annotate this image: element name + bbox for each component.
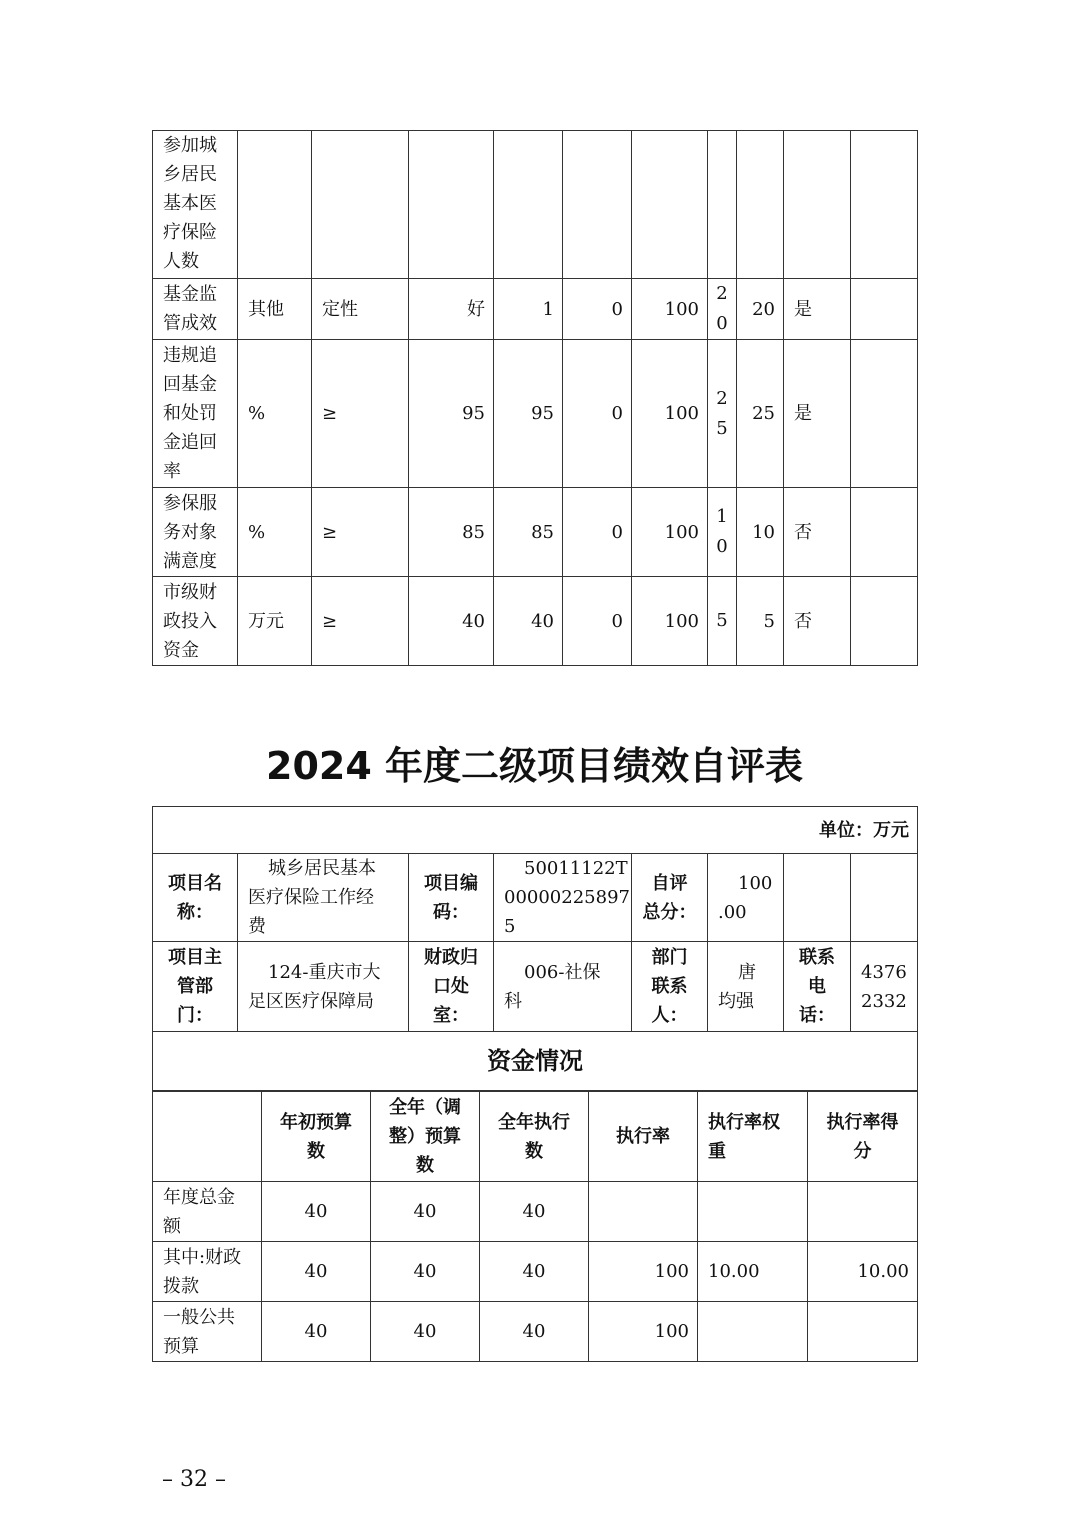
department-label: 项目主 管部 门：: [153, 942, 238, 1032]
funds-header-executed: 全年执行 数: [480, 1092, 589, 1182]
indicator-name: 参加城 乡居民 基本医 疗保险 人数: [153, 131, 238, 279]
funds-header-rate: 执行率: [589, 1092, 698, 1182]
funds-score: 10.00: [808, 1242, 918, 1302]
indicator-weight: 2 5: [708, 340, 737, 488]
project-name-label: 项目名 称：: [153, 854, 238, 942]
finance-office-value: 006-社保 科: [494, 942, 632, 1032]
contact-person-label: 部门 联系 人：: [632, 942, 708, 1032]
indicator-operator: ≥: [312, 577, 409, 666]
indicator-row: [153, 488, 918, 577]
indicator-note: [851, 340, 918, 488]
funds-executed: 40: [480, 1242, 589, 1302]
indicator-unit: %: [238, 340, 312, 488]
phone-label: 联系 电 话：: [784, 942, 851, 1032]
funds-row: [153, 1302, 918, 1362]
funds-rate: [589, 1182, 698, 1242]
funds-header-weight: 执行率权 重: [698, 1092, 808, 1182]
indicator-rate: [632, 131, 708, 279]
indicator-score: 20: [737, 279, 784, 340]
performance-table-body: [153, 131, 918, 666]
funds-row-label: 年度总金 额: [153, 1182, 262, 1242]
page-title: 2024 年度二级项目绩效自评表: [266, 744, 803, 788]
indicator-target: 好: [409, 279, 494, 340]
funds-header-adjusted: 全年（调 整）预算 数: [371, 1092, 480, 1182]
indicator-met: [784, 131, 851, 279]
indicator-note: [851, 131, 918, 279]
indicator-row: [153, 340, 918, 488]
unit-label: 单位：万元: [153, 807, 918, 854]
indicator-deviation: 0: [563, 340, 632, 488]
indicator-operator: ≥: [312, 340, 409, 488]
indicator-target: 85: [409, 488, 494, 577]
indicator-rate: 100: [632, 340, 708, 488]
indicator-target: 40: [409, 577, 494, 666]
indicator-score: 5: [737, 577, 784, 666]
indicator-note: [851, 488, 918, 577]
funds-weight: [698, 1182, 808, 1242]
indicator-note: [851, 577, 918, 666]
indicator-name: 基金监 管成效: [153, 279, 238, 340]
indicator-score: [737, 131, 784, 279]
funds-header-initial: 年初预算 数: [262, 1092, 371, 1182]
page-number: – 32 –: [162, 1467, 226, 1492]
funds-initial: 40: [262, 1182, 371, 1242]
indicator-unit: [238, 131, 312, 279]
indicator-actual: [494, 131, 563, 279]
funds-row-label: 一般公共 预算: [153, 1302, 262, 1362]
indicator-met: 否: [784, 577, 851, 666]
funds-executed: 40: [480, 1302, 589, 1362]
funds-executed: 40: [480, 1182, 589, 1242]
indicator-rate: 100: [632, 279, 708, 340]
indicator-deviation: 0: [563, 488, 632, 577]
indicator-unit: 万元: [238, 577, 312, 666]
phone-value: 4376 2332: [851, 942, 918, 1032]
indicator-rate: 100: [632, 488, 708, 577]
indicator-deviation: 0: [563, 577, 632, 666]
indicator-deviation: 0: [563, 279, 632, 340]
funds-score: [808, 1182, 918, 1242]
indicator-name: 市级财 政投入 资金: [153, 577, 238, 666]
self-score-value: 100 .00: [708, 854, 784, 942]
empty-cell: [851, 854, 918, 942]
performance-table: [152, 130, 918, 666]
indicator-note: [851, 279, 918, 340]
funds-weight: 10.00: [698, 1242, 808, 1302]
funds-adjusted: 40: [371, 1242, 480, 1302]
funds-weight: [698, 1302, 808, 1362]
project-code-label: 项目编 码：: [409, 854, 494, 942]
project-code-value: 50011122T 00000225897 5: [494, 854, 632, 942]
contact-person-value: 唐 均强: [708, 942, 784, 1032]
funds-initial: 40: [262, 1242, 371, 1302]
indicator-met: 是: [784, 340, 851, 488]
funds-adjusted: 40: [371, 1182, 480, 1242]
finance-office-label: 财政归 口处 室：: [409, 942, 494, 1032]
department-value: 124-重庆市大 足区医疗保障局: [238, 942, 409, 1032]
indicator-met: 否: [784, 488, 851, 577]
indicator-met: 是: [784, 279, 851, 340]
indicator-unit: %: [238, 488, 312, 577]
indicator-row: [153, 131, 918, 279]
empty-cell: [784, 854, 851, 942]
indicator-actual: 40: [494, 577, 563, 666]
funds-table: [152, 1091, 918, 1362]
indicator-weight: [708, 131, 737, 279]
funds-adjusted: 40: [371, 1302, 480, 1362]
indicator-deviation: [563, 131, 632, 279]
funds-rate: 100: [589, 1242, 698, 1302]
project-name-value: 城乡居民基本 医疗保险工作经 费: [238, 854, 409, 942]
funds-row: [153, 1182, 918, 1242]
indicator-score: 10: [737, 488, 784, 577]
indicator-operator: ≥: [312, 488, 409, 577]
funds-header-score: 执行率得 分: [808, 1092, 918, 1182]
funds-rate: 100: [589, 1302, 698, 1362]
self-score-label: 自评 总分：: [632, 854, 708, 942]
self-evaluation-table: [152, 806, 918, 1091]
indicator-rate: 100: [632, 577, 708, 666]
indicator-weight: 1 0: [708, 488, 737, 577]
indicator-operator: 定性: [312, 279, 409, 340]
indicator-operator: [312, 131, 409, 279]
funds-row-label: 其中:财政 拨款: [153, 1242, 262, 1302]
indicator-actual: 85: [494, 488, 563, 577]
indicator-weight: 5: [708, 577, 737, 666]
indicator-name: 参保服 务对象 满意度: [153, 488, 238, 577]
funds-score: [808, 1302, 918, 1362]
funds-header-empty: [153, 1092, 262, 1182]
funds-header-row: [153, 1092, 918, 1182]
indicator-row: [153, 279, 918, 340]
funds-heading: 资金情况: [153, 1032, 918, 1091]
indicator-target: [409, 131, 494, 279]
indicator-actual: 1: [494, 279, 563, 340]
indicator-unit: 其他: [238, 279, 312, 340]
indicator-name: 违规追 回基金 和处罚 金追回 率: [153, 340, 238, 488]
funds-initial: 40: [262, 1302, 371, 1362]
indicator-row: [153, 577, 918, 666]
funds-row: [153, 1242, 918, 1302]
indicator-actual: 95: [494, 340, 563, 488]
indicator-target: 95: [409, 340, 494, 488]
indicator-score: 25: [737, 340, 784, 488]
indicator-weight: 2 0: [708, 279, 737, 340]
